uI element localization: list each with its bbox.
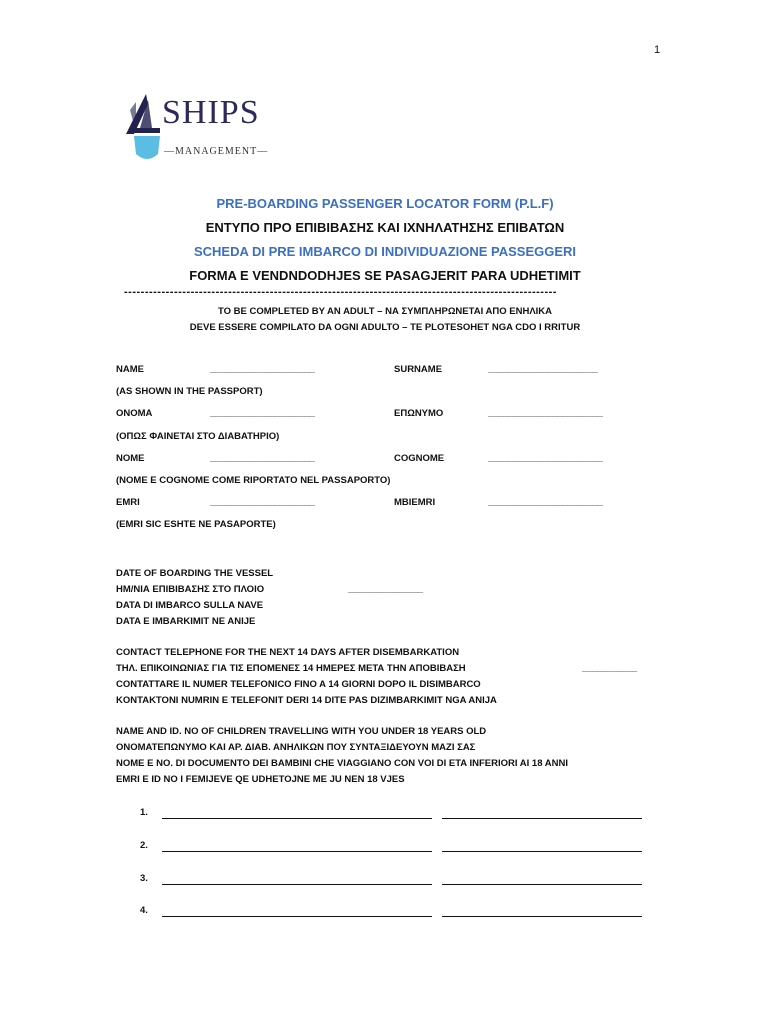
child-row-number-4: 4.: [140, 905, 148, 916]
cognome-field[interactable]: _______________________: [488, 453, 603, 464]
instruction-line-2: DEVE ESSERE COMPILATO DA OGNI ADULTO – TE PLOTESOHET NGA CDO I RRITUR: [189, 322, 581, 333]
child-1-name-field[interactable]: [162, 818, 432, 819]
title-english: PRE-BOARDING PASSENGER LOCATOR FORM (P.L.F): [216, 196, 554, 211]
child-1-id-field[interactable]: [442, 818, 642, 819]
child-4-name-field[interactable]: [162, 916, 432, 917]
name-field[interactable]: _____________________: [210, 364, 315, 375]
opos-note: (ΟΠΩΣ ΦΑΙΝΕΤΑΙ ΣΤΟ ΔΙΑΒΑΤΗΡΙΟ): [116, 431, 280, 442]
mbiemri-label: MBIEMRI: [394, 497, 436, 508]
name-label: NAME: [116, 364, 144, 375]
emri-label: EMRI: [116, 497, 140, 508]
emri-field[interactable]: _____________________: [210, 497, 315, 508]
instruction-line-1: TO BE COMPLETED BY AN ADULT – ΝΑ ΣΥΜΠΛΗΡΩΝΕΤΑΙ ΑΠΟ ΕΝΗΛΙΚΑ: [217, 306, 553, 317]
nome-label: NOME: [116, 453, 145, 464]
child-3-name-field[interactable]: [162, 884, 432, 885]
surname-field[interactable]: ______________________: [488, 364, 598, 375]
separator-line: --------------------------------------------------------------------------------------------------------: [124, 286, 557, 298]
child-3-id-field[interactable]: [442, 884, 642, 885]
boarding-label-al: DATA E IMBARKIMIT NE ANIJE: [116, 616, 256, 627]
form-titles: [0, 192, 770, 288]
onoma-field[interactable]: _____________________: [210, 408, 315, 419]
children-label-en: NAME AND ID. NO OF CHILDREN TRAVELLING WITH YOU UNDER 18 YEARS OLD: [116, 726, 487, 737]
logo-main-text: SHIPS: [162, 94, 260, 131]
contact-label-en: CONTACT TELEPHONE FOR THE NEXT 14 DAYS AFTER DISEMBARKATION: [116, 647, 460, 658]
child-row-number-3: 3.: [140, 873, 148, 884]
title-italian: SCHEDA DI PRE IMBARCO DI INDIVIDUAZIONE PASSEGGERI: [193, 244, 577, 259]
contact-label-it: CONTATTARE IL NUMER TELEFONICO FINO A 14 GIORNI DOPO IL DISIMBARCO: [116, 679, 481, 690]
cognome-label: COGNOME: [394, 453, 445, 464]
mbiemri-field[interactable]: _______________________: [488, 497, 603, 508]
boarding-date-field[interactable]: _______________: [348, 584, 423, 595]
children-label-gr: ΟΝΟΜΑΤΕΠΩΝΥΜΟ ΚΑΙ ΑΡ. ΔΙΑΒ. ΑΝΗΛΙΚΩΝ ΠΟΥ ΣΥΝΤΑΞΙΔΕΥΟΥΝ ΜΑΖΙ ΣΑΣ: [116, 742, 476, 753]
page-number: 1: [654, 44, 661, 56]
eponymo-field[interactable]: _______________________: [488, 408, 603, 419]
title-albanian: FORMA E VENDNDODHJES SE PASAGJERIT PARA UDHETIMIT: [189, 268, 581, 283]
child-row-number-2: 2.: [140, 840, 148, 851]
onoma-label: ΟΝΟΜΑ: [116, 408, 153, 419]
contact-label-al: KONTAKTONI NUMRIN E TELEFONIT DERI 14 DITE PAS DIZIMBARKIMIT NGA ANIJA: [116, 695, 497, 706]
eponymo-label: ΕΠΩΝΥΜΟ: [394, 408, 444, 419]
children-label-al: EMRI E ID NO I FEMIJEVE QE UDHETOJNE ME JU NEN 18 VJES: [116, 774, 405, 785]
nome-field[interactable]: _____________________: [210, 453, 315, 464]
emri-sic-note: (EMRI SIC ESHTE NE PASAPORTE): [116, 519, 276, 530]
child-4-id-field[interactable]: [442, 916, 642, 917]
title-greek: ΕΝΤΥΠΟ ΠΡΟ ΕΠΙΒΙΒΑΣΗΣ ΚΑΙ ΙΧΝΗΛΑΤΗΣΗΣ ΕΠΙΒΑΤΩΝ: [205, 220, 565, 235]
ship-sail-icon: [122, 92, 162, 162]
logo-sub-text: —MANAGEMENT—: [164, 146, 269, 157]
as-shown-note: (AS SHOWN IN THE PASSPORT): [116, 386, 263, 397]
surname-label: SURNAME: [394, 364, 443, 375]
ships-management-logo: [122, 92, 282, 162]
contact-telephone-field[interactable]: ___________: [582, 663, 637, 674]
child-row-number-1: 1.: [140, 807, 148, 818]
boarding-label-it: DATA DI IMBARCO SULLA NAVE: [116, 600, 264, 611]
contact-label-gr: ΤΗΛ. ΕΠΙΚΟΙΝΩΝΙΑΣ ΓΙΑ ΤΙΣ ΕΠΟΜΕΝΕΣ 14 ΗΜΕΡΕΣ ΜΕΤΑ ΤΗΝ ΑΠΟΒΙΒΑΣΗ: [116, 663, 466, 674]
boarding-label-en: DATE OF BOARDING THE VESSEL: [116, 568, 274, 579]
boarding-label-gr: ΗΜ/ΝΙΑ ΕΠΙΒΙΒΑΣΗΣ ΣΤΟ ΠΛΟΙΟ: [116, 584, 265, 595]
nome-cognome-note: (NOME E COGNOME COME RIPORTATO NEL PASSAPORTO): [116, 475, 391, 486]
child-2-id-field[interactable]: [442, 851, 642, 852]
child-2-name-field[interactable]: [162, 851, 432, 852]
children-label-it: NOME E NO. DI DOCUMENTO DEI BAMBINI CHE VIAGGIANO CON VOI DI ETA INFERIORI AI 18 ANNI: [116, 758, 568, 769]
